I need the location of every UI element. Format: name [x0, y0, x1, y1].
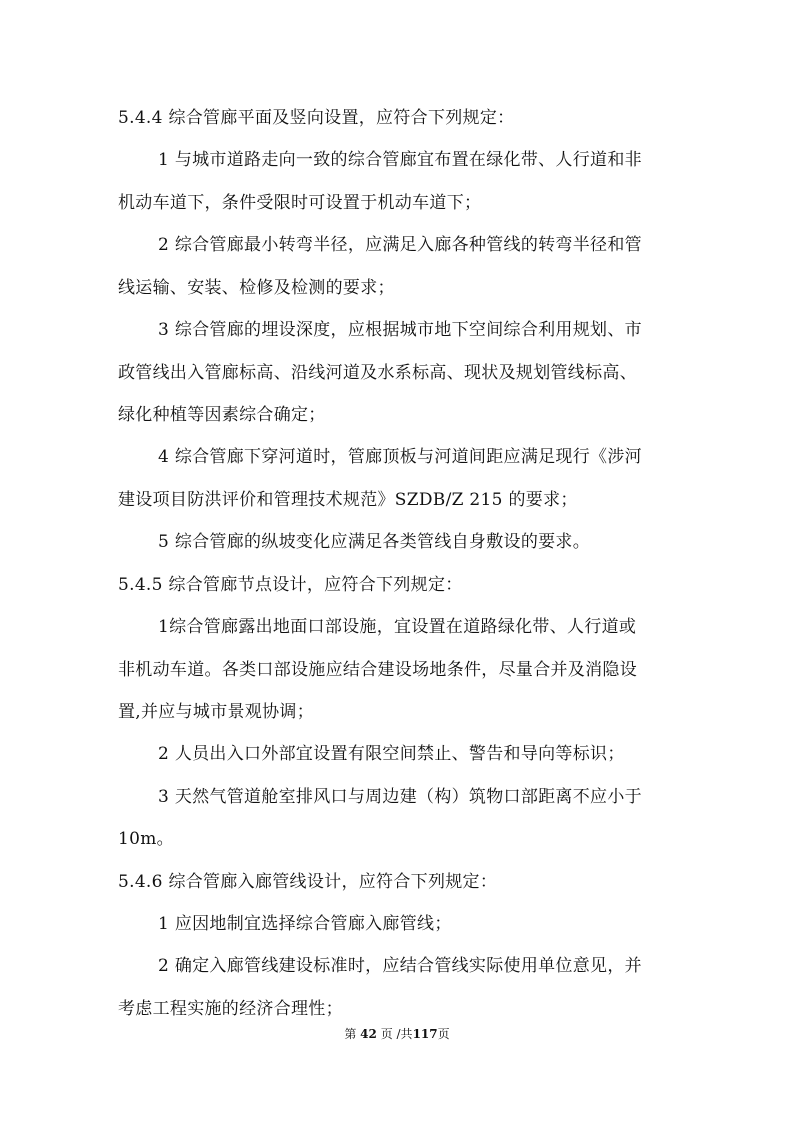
clause-item-3-line-1: 3 综合管廊的埋设深度，应根据城市地下空间综合利用规划、市 — [158, 320, 642, 340]
clause-5-4-5-item-2-line-1: 2 人员出入口外部宜设置有限空间禁止、警告和导向等标识； — [158, 744, 625, 764]
footer-suffix: 页 — [437, 1027, 450, 1041]
clause-5-4-6-item-2-line-1: 2 确定入廊管线建设标准时，应结合管线实际使用单位意见，并 — [158, 956, 642, 976]
clause-item-4-line-1: 4 综合管廊下穿河道时，管廊顶板与河道间距应满足现行《涉河 — [158, 447, 642, 467]
footer-prefix: 第 — [344, 1027, 361, 1041]
clause-5-4-5-item-3-line-1: 3 天然气管道舱室排风口与周边建（构）筑物口部距离不应小于 — [158, 787, 642, 807]
clause-item-4-line-2: 建设项目防洪评价和管理技术规范》SZDB/Z 215 的要求； — [118, 490, 578, 510]
page-footer — [0, 1026, 794, 1042]
clause-item-2-line-2: 线运输、安装、检修及检测的要求； — [118, 278, 395, 298]
clause-heading-5-4-6: 5.4.6 综合管廊入廊管线设计，应符合下列规定： — [118, 872, 498, 892]
clause-item-1-line-2: 机动车道下，条件受限时可设置于机动车道下； — [118, 193, 482, 213]
clause-5-4-6-item-1-line-1: 1 应因地制宜选择综合管廊入廊管线； — [158, 914, 452, 934]
clause-heading-5-4-4: 5.4.4 综合管廊平面及竖向设置，应符合下列规定： — [118, 108, 515, 128]
current-page-number: 42 — [360, 1027, 377, 1041]
clause-item-1-line-1: 1 与城市道路走向一致的综合管廊宜布置在绿化带、人行道和非 — [158, 150, 642, 170]
clause-5-4-5-item-1-line-1: 1综合管廊露出地面口部设施，宜设置在道路绿化带、人行道或 — [158, 617, 637, 637]
clause-5-4-5-item-3-line-2: 10m。 — [118, 829, 174, 849]
clause-5-4-5-item-1-line-3: 置,并应与城市景观协调； — [118, 702, 315, 722]
clause-item-3-line-3: 绿化种植等因素综合确定； — [118, 405, 326, 425]
clause-item-5-line-1: 5 综合管廊的纵坡变化应满足各类管线自身敷设的要求。 — [158, 532, 591, 552]
total-page-number: 117 — [412, 1027, 438, 1041]
clause-5-4-6-item-2-line-2: 考虑工程实施的经济合理性； — [118, 999, 343, 1019]
clause-5-4-5-item-1-line-2: 非机动车道。各类口部设施应结合建设场地条件，尽量合并及消隐设 — [118, 660, 637, 680]
clause-item-2-line-1: 2 综合管廊最小转弯半径，应满足入廊各种管线的转弯半径和管 — [158, 235, 642, 255]
clause-item-3-line-2: 政管线出入管廊标高、沿线河道及水系标高、现状及规划管线标高、 — [118, 363, 637, 383]
clause-heading-5-4-5: 5.4.5 综合管廊节点设计，应符合下列规定： — [118, 575, 463, 595]
footer-middle: 页 /共 — [376, 1027, 413, 1041]
